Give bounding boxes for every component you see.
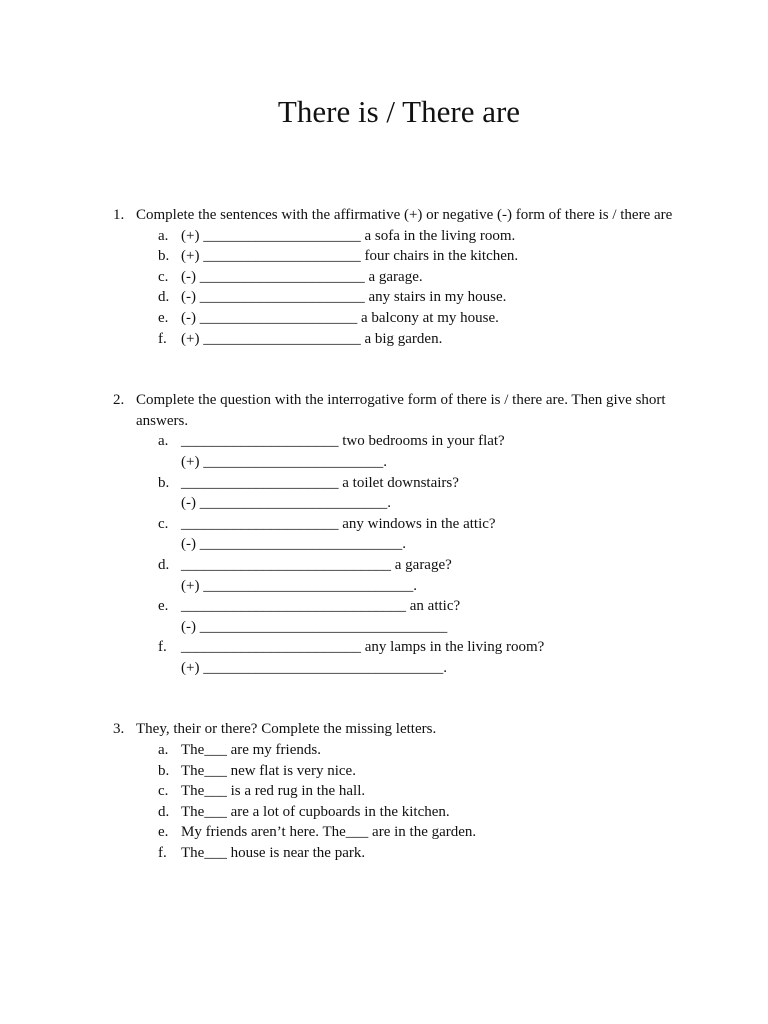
exercise-item [158,596,768,617]
exercise-item [158,555,768,576]
item-text: The___ are my friends. [181,742,321,759]
exercise-number: 2. [113,392,125,409]
item-letter: f. [158,845,167,862]
item-letter: b. [158,762,170,779]
exercise-instruction: Complete the question with the interrogative form of there is / there are. Then give short answers. [136,392,666,429]
item-text: (+) _____________________ four chairs in the kitchen. [181,248,519,265]
short-answer-line: (+) ________________________. [181,453,387,470]
item-letter: d. [158,556,170,573]
exercise-item [158,246,768,267]
exercise-instruction: Complete the sentences with the affirmative (+) or negative (-) form of there is / there are [136,207,673,223]
item-text: The___ is a red rug in the hall. [181,783,366,800]
exercise-item [158,637,768,658]
exercise-item [158,226,768,247]
item-text: (-) ______________________ any stairs in my house. [181,289,507,306]
short-answer-line: (+) ____________________________. [181,577,417,594]
exercise-items [0,740,768,864]
exercise-list [0,205,768,864]
item-text: _____________________ any windows in the attic? [181,515,496,532]
exercise-item [158,843,768,864]
item-text: _____________________ a toilet downstairs? [181,474,459,491]
item-letter: e. [158,824,169,841]
item-letter: a. [158,227,169,244]
exercise-item [158,740,768,761]
exercise-item [158,822,768,843]
exercise-item [158,431,768,452]
item-text: (+) _____________________ a big garden. [181,330,443,347]
item-letter: a. [158,433,169,450]
short-answer-line: (+) ________________________________. [181,659,447,676]
worksheet-title: There is / There are [277,94,521,129]
item-text: My friends aren’t here. The___ are in the garden. [181,824,477,841]
short-answer-line: (-) _________________________. [181,495,391,512]
item-text: (-) ______________________ a garage. [181,268,423,285]
exercise-1 [0,205,768,349]
item-letter: e. [158,598,169,615]
exercise-item [158,308,768,329]
exercise-items [0,226,768,350]
exercise-3 [0,719,768,863]
item-letter: f. [158,639,167,656]
exercise-item [158,267,768,288]
item-text: ______________________________ an attic? [181,598,461,615]
item-text: ________________________ any lamps in the living room? [181,639,545,656]
exercise-items [0,431,768,678]
exercise-item [158,802,768,823]
item-letter: c. [158,268,169,285]
item-letter: c. [158,515,169,532]
short-answer-line: (-) _________________________________ [181,618,448,635]
item-letter: f. [158,330,167,347]
exercise-2 [0,390,768,678]
exercise-number: 3. [113,721,125,738]
item-text: ____________________________ a garage? [181,556,452,573]
exercise-item [158,329,768,350]
item-text: The___ new flat is very nice. [181,762,356,779]
exercise-item [158,287,768,308]
exercise-instruction: They, their or there? Complete the missing letters. [136,721,437,738]
item-text: _____________________ two bedrooms in your flat? [181,433,505,450]
exercise-number: 1. [113,207,125,223]
exercise-item [158,514,768,535]
item-letter: b. [158,248,170,265]
short-answer-line: (-) ___________________________. [181,536,406,553]
item-letter: c. [158,783,169,800]
item-letter: b. [158,474,170,491]
item-letter: d. [158,289,170,306]
exercise-item [158,781,768,802]
item-text: The___ house is near the park. [181,845,366,862]
exercise-item [158,473,768,494]
item-text: (-) _____________________ a balcony at my house. [181,309,499,326]
item-text: The___ are a lot of cupboards in the kitchen. [181,803,450,820]
item-letter: e. [158,309,169,326]
item-letter: d. [158,803,170,820]
item-text: (+) _____________________ a sofa in the living room. [181,227,516,244]
exercise-item [158,761,768,782]
item-letter: a. [158,742,169,759]
